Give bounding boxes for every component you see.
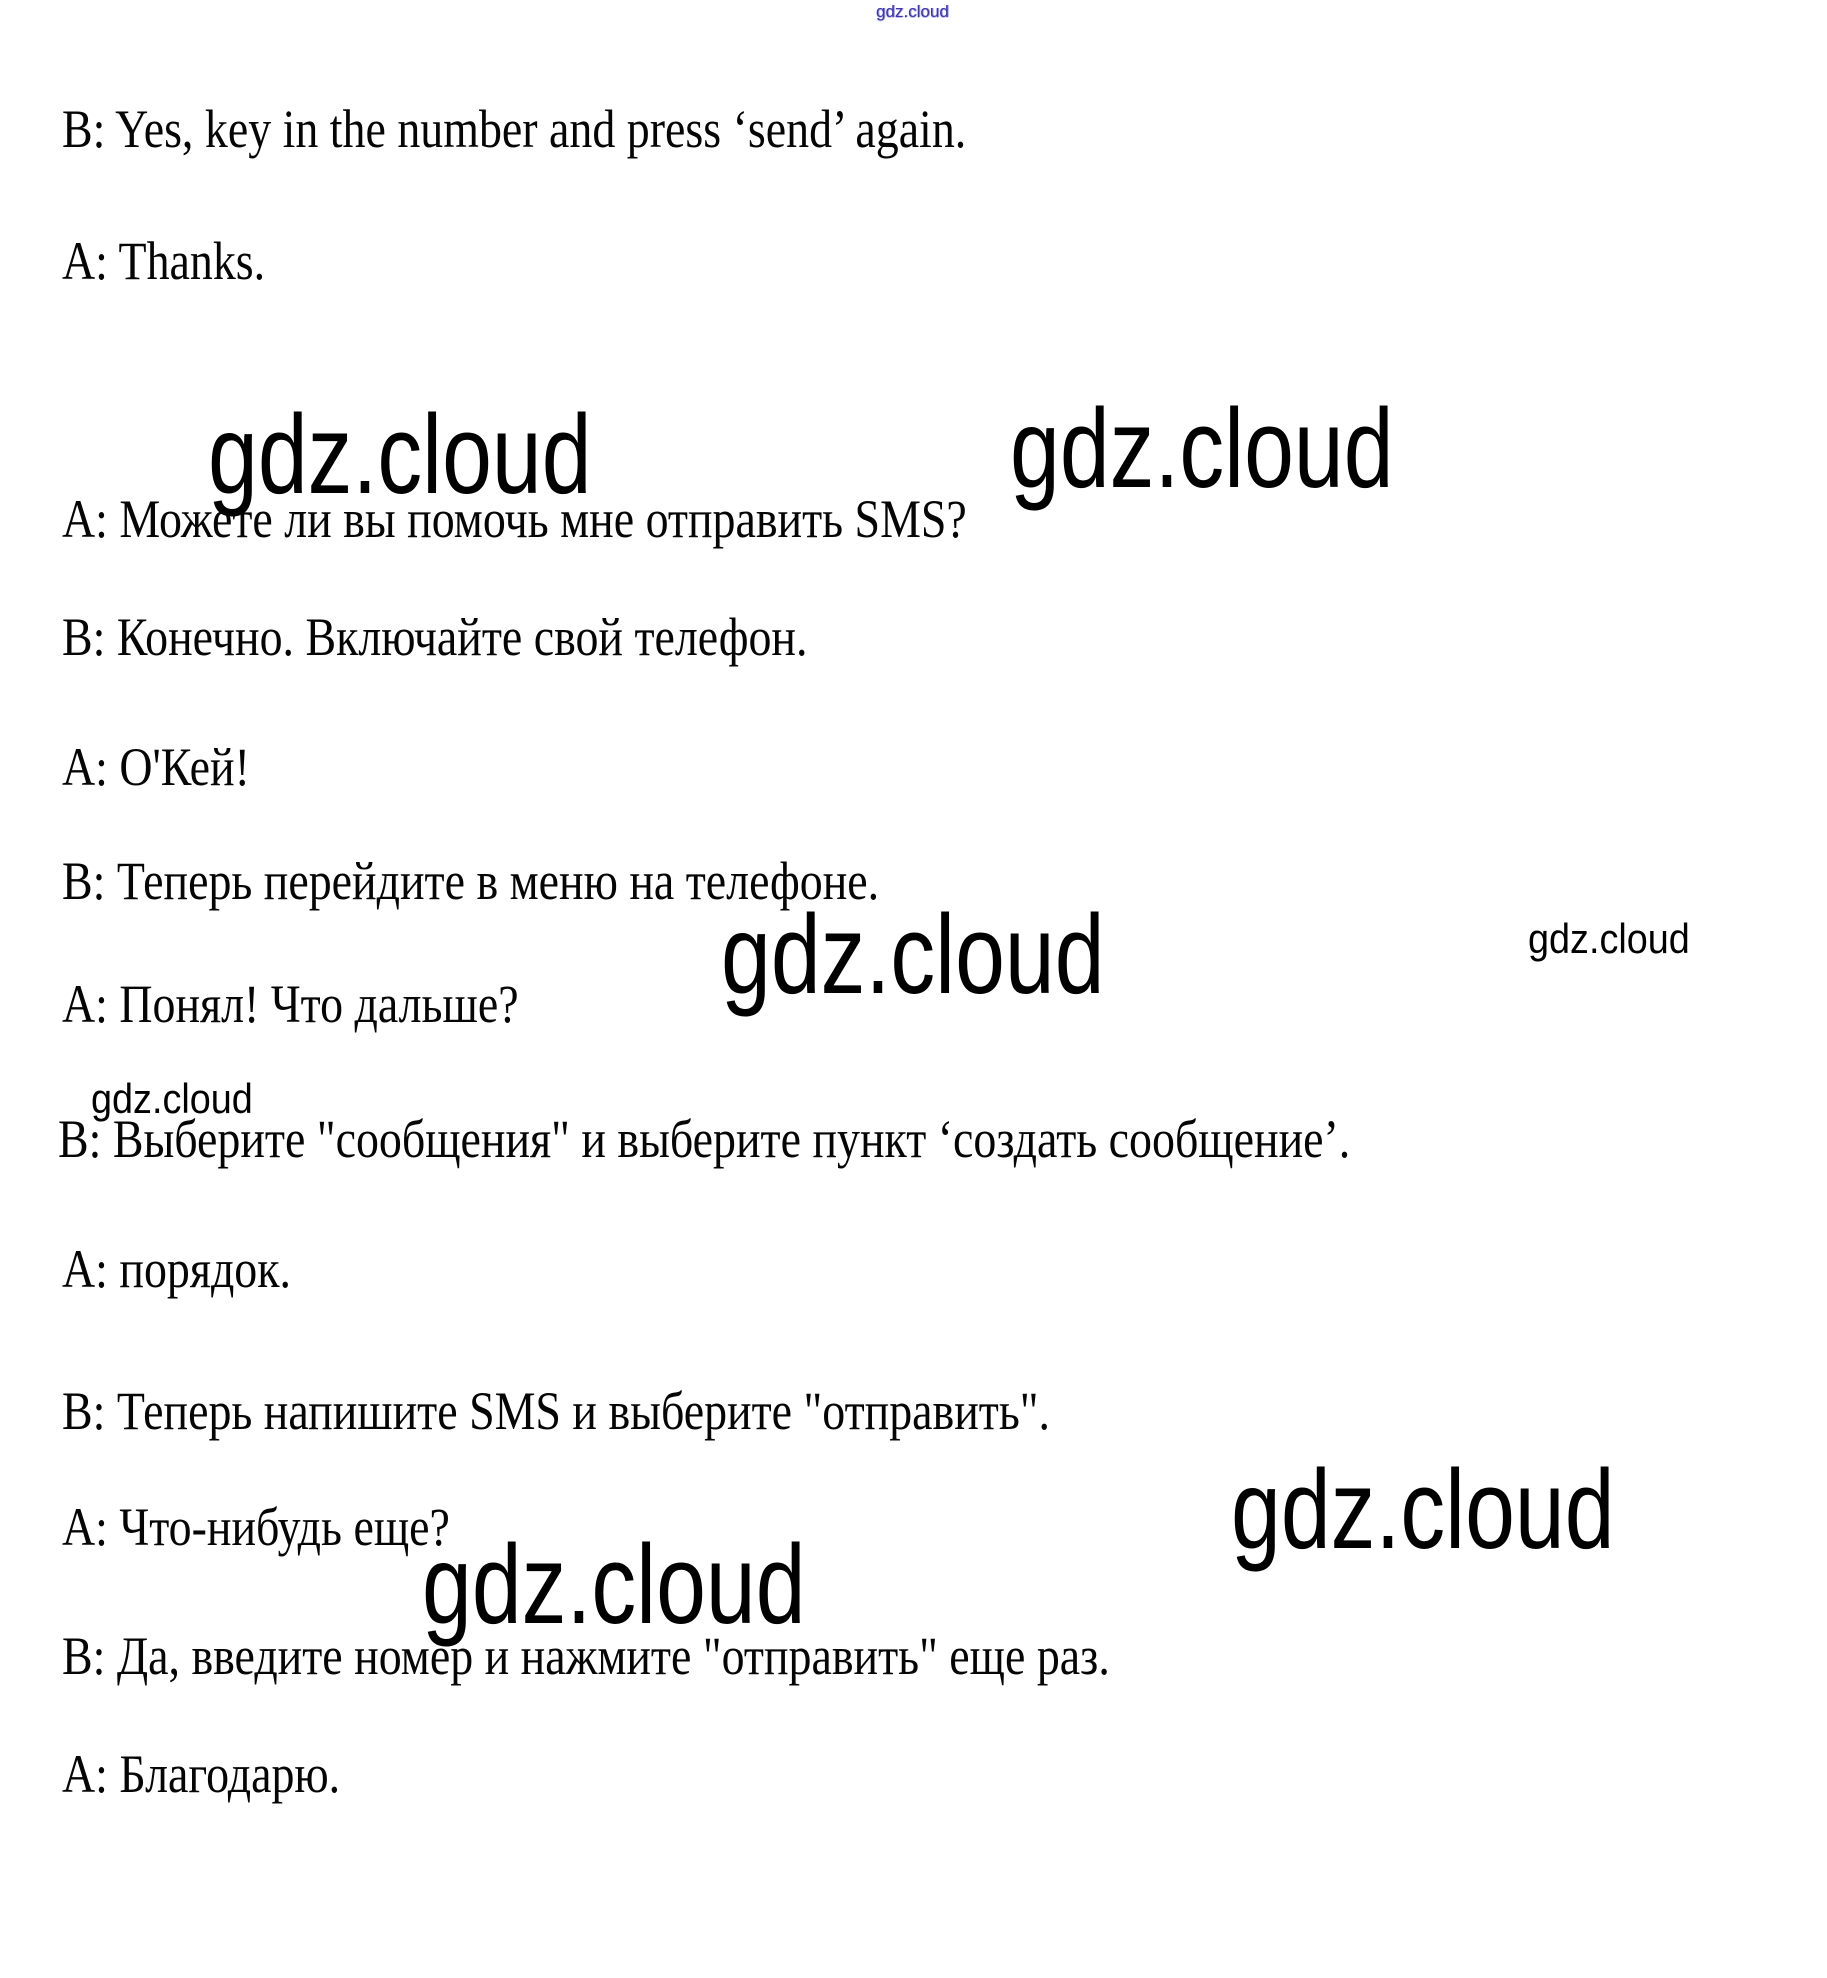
watermark-top-gdz-cloud: gdz.cloud [876,2,949,21]
dialogue-line-ru-a3: А: Понял! Что дальше? [62,974,519,1034]
dialogue-line-ru-a6: А: Благодарю. [62,1744,341,1804]
dialogue-line-en-b: B: Yes, key in the number and press ‘send’ again. [62,99,967,159]
dialogue-line-ru-b5: В: Да, введите номер и нажмите "отправить" еще раз. [62,1626,1110,1686]
dialogue-line-ru-a5: А: Что-нибудь еще? [62,1497,450,1557]
watermark-large-5: gdz.cloud [422,1522,806,1647]
dialogue-line-ru-b1: В: Конечно. Включайте свой телефон. [62,607,808,667]
dialogue-line-ru-b4: В: Теперь напишите SMS и выберите "отправить". [62,1381,1050,1441]
dialogue-line-ru-b3: В: Выберите "сообщения" и выберите пункт ‘создать сообщение’. [58,1109,1351,1169]
watermark-large-2: gdz.cloud [1010,386,1394,511]
watermark-small-right: gdz.cloud [1528,915,1690,962]
watermark-large-3: gdz.cloud [721,892,1105,1017]
dialogue-line-en-a: A: Thanks. [62,231,266,291]
dialogue-line-ru-a1: А: Можете ли вы помочь мне отправить SMS? [62,489,967,549]
watermark-large-4: gdz.cloud [1231,1447,1615,1572]
dialogue-line-ru-a2: А: О'Кей! [62,737,250,797]
watermark-small-left: gdz.cloud [91,1075,253,1122]
dialogue-line-ru-b2: В: Теперь перейдите в меню на телефоне. [62,851,880,911]
watermark-large-1: gdz.cloud [208,392,592,517]
dialogue-line-ru-a4: А: порядок. [62,1239,292,1299]
